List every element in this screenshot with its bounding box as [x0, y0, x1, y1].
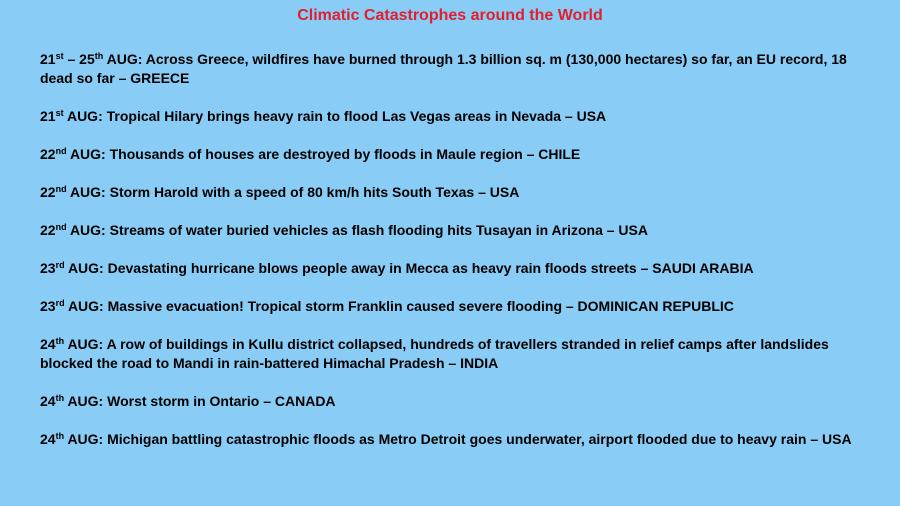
date-ordinal-suffix: nd	[55, 184, 67, 194]
date-ordinal-suffix: nd	[55, 146, 67, 156]
date-day: 23	[40, 260, 56, 276]
date-text: AUG:	[64, 393, 104, 409]
event-description: Across Greece, wildfires have burned through 1.3 billion sq. m (130,000 hectares) so far, an EU record, 18 dead so far – GREECE	[40, 51, 847, 86]
date-day: 24	[40, 393, 56, 409]
event-entry	[40, 392, 860, 411]
event-description: Thousands of houses are destroyed by floods in Maule region – CHILE	[105, 146, 581, 162]
date-text: AUG:	[66, 146, 106, 162]
date-text: AUG:	[103, 51, 143, 67]
date-ordinal-suffix: th	[55, 336, 65, 346]
event-entry	[40, 430, 860, 449]
date-day: 22	[40, 184, 56, 200]
event-description: Devastating hurricane blows people away in Mecca as heavy rain floods streets – SAUDI ARABIA	[103, 260, 754, 276]
event-date	[40, 298, 104, 314]
event-date	[40, 222, 106, 238]
event-date	[40, 51, 142, 67]
date-day: 24	[40, 336, 56, 352]
date-ordinal-suffix: rd	[55, 298, 65, 308]
date-day: 22	[40, 222, 56, 238]
event-entry	[40, 107, 860, 126]
date-ordinal-suffix: th	[55, 431, 65, 441]
event-description: Michigan battling catastrophic floods as Metro Detroit goes underwater, airport flooded due to heavy rain – USA	[103, 431, 852, 447]
event-date	[40, 146, 106, 162]
event-list	[40, 50, 860, 449]
event-entry	[40, 259, 860, 278]
date-ordinal-suffix: rd	[55, 260, 65, 270]
event-entry	[40, 183, 860, 202]
event-description: A row of buildings in Kullu district collapsed, hundreds of travellers stranded in relief camps after landslides blocked the road to Mandi in rain-battered Himachal Pradesh – INDIA	[40, 336, 829, 371]
date-text: AUG:	[64, 260, 104, 276]
event-date	[40, 108, 103, 124]
event-date	[40, 184, 106, 200]
event-description: Tropical Hilary brings heavy rain to flood Las Vegas areas in Nevada – USA	[102, 108, 607, 124]
event-entry	[40, 145, 860, 164]
event-entry	[40, 50, 860, 88]
event-entry	[40, 221, 860, 240]
date-ordinal-suffix: st	[55, 51, 64, 61]
event-description: Streams of water buried vehicles as flash flooding hits Tusayan in Arizona – USA	[105, 222, 648, 238]
event-date	[40, 260, 104, 276]
date-day: 21	[40, 51, 56, 67]
date-ordinal-suffix: th	[55, 393, 65, 403]
date-text: AUG:	[64, 298, 104, 314]
date-day: 25	[79, 51, 95, 67]
date-text: –	[63, 51, 80, 67]
date-text: AUG:	[66, 184, 106, 200]
event-description: Storm Harold with a speed of 80 km/h hits South Texas – USA	[105, 184, 520, 200]
date-day: 23	[40, 298, 56, 314]
date-text: AUG:	[64, 336, 104, 352]
date-day: 21	[40, 108, 56, 124]
date-ordinal-suffix: th	[94, 51, 104, 61]
date-text: AUG:	[63, 108, 103, 124]
event-entry	[40, 335, 860, 373]
event-description: Worst storm in Ontario – CANADA	[103, 393, 336, 409]
date-day: 24	[40, 431, 56, 447]
event-date	[40, 336, 103, 352]
date-text: AUG:	[64, 431, 104, 447]
event-date	[40, 393, 103, 409]
event-date	[40, 431, 103, 447]
page-title: Climatic Catastrophes around the World	[297, 7, 603, 24]
event-description: Massive evacuation! Tropical storm Franklin caused severe flooding – DOMINICAN REPUBLIC	[103, 298, 734, 314]
date-day: 22	[40, 146, 56, 162]
date-ordinal-suffix: nd	[55, 222, 67, 232]
date-ordinal-suffix: st	[55, 108, 64, 118]
date-text: AUG:	[66, 222, 106, 238]
event-entry	[40, 297, 860, 316]
